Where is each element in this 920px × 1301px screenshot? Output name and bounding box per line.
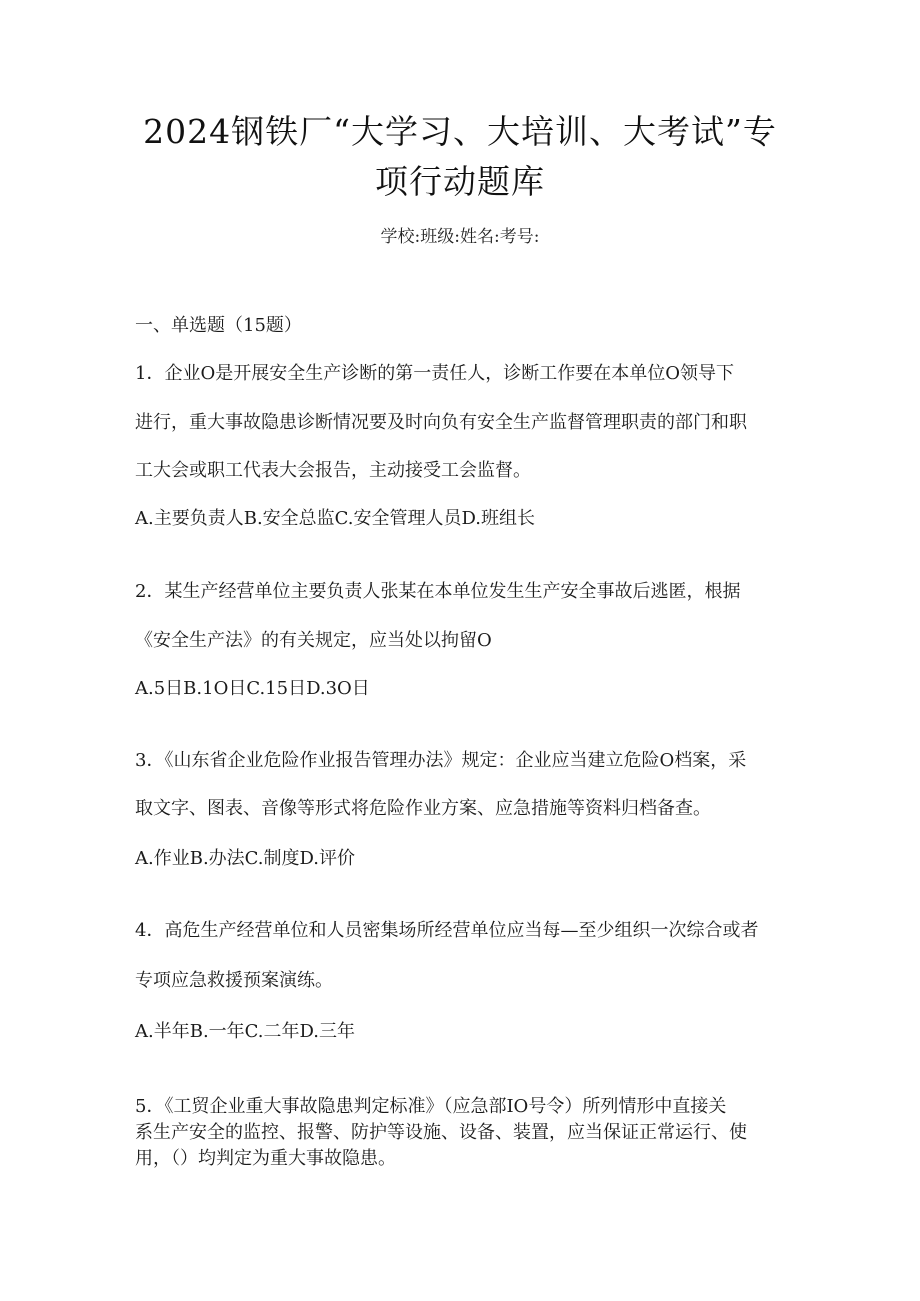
- question-3-line-1: 3．《山东省企业危险作业报告管理办法》规定：企业应当建立危险O档案，采: [135, 750, 747, 771]
- question-3-line-2: 取文字、图表、音像等形式将危险作业方案、应急措施等资料归档备查。: [135, 798, 711, 819]
- section-heading: 一、单选题（15题）: [135, 315, 302, 336]
- school-info-line: 学校:班级:姓名:考号:: [380, 227, 540, 247]
- question-2-line-2: 《安全生产法》的有关规定，应当处以拘留O: [135, 630, 492, 651]
- question-4-line-1: 4．高危生产经营单位和人员密集场所经营单位应当每—至少组织一次综合或者: [135, 920, 759, 941]
- question-1-options: A.主要负责人B.安全总监C.安全管理人员D.班组长: [135, 508, 536, 529]
- question-1-line-2: 进行，重大事故隐患诊断情况要及时向负有安全生产监督管理职责的部门和职: [135, 412, 747, 433]
- document-title-line-2: 项行动题库: [375, 162, 545, 201]
- question-4-line-2: 专项应急救援预案演练。: [135, 970, 333, 991]
- question-1-line-3: 工大会或职工代表大会报告，主动接受工会监督。: [135, 460, 531, 481]
- question-4-options: A.半年B.一年C.二年D.三年: [135, 1021, 356, 1042]
- question-5-line-1: 5．《工贸企业重大事故隐患判定标准》（应急部IO号令）所列情形中直接关: [135, 1096, 727, 1117]
- document-title-line-1: 2024钢铁厂“大学习、大培训、大考试”专: [143, 112, 777, 151]
- question-5-line-3: 用，（）均判定为重大事故隐患。: [135, 1148, 396, 1169]
- question-3-options: A.作业B.办法C.制度D.评价: [135, 848, 356, 869]
- question-2-options: A.5日B.1O日C.15日D.3O日: [135, 678, 370, 699]
- question-1-line-1: 1．企业O是开展安全生产诊断的第一责任人，诊断工作要在本单位O领导下: [135, 363, 734, 384]
- question-2-line-1: 2．某生产经营单位主要负责人张某在本单位发生生产安全事故后逃匿，根据: [135, 581, 741, 602]
- question-5-line-2: 系生产安全的监控、报警、防护等设施、设备、装置，应当保证正常运行、使: [135, 1122, 747, 1143]
